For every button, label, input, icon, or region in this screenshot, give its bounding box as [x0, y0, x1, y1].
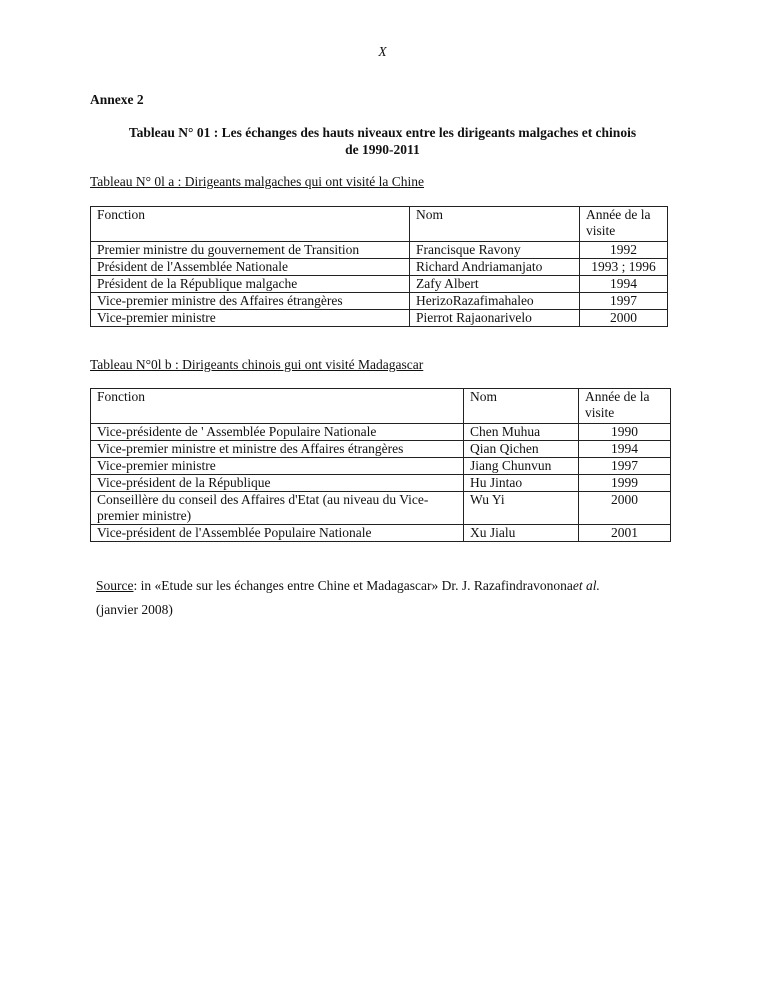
main-title-line-1: Tableau N° 01 : Les échanges des hauts niveaux entre les dirigeants malgaches et chinois — [128, 125, 637, 140]
cell-annee: 1997 — [580, 293, 668, 310]
cell-nom: Xu Jialu — [464, 525, 579, 542]
column-header-annee: Année de la visite — [580, 207, 668, 242]
cell-nom: Qian Qichen — [464, 441, 579, 458]
page-number: X — [378, 44, 387, 59]
table-header-row — [91, 389, 671, 424]
cell-annee: 1999 — [579, 475, 671, 492]
cell-fonction: Conseillère du conseil des Affaires d'Etat (au niveau du Vice-premier ministre) — [91, 492, 464, 525]
cell-nom: Chen Muhua — [464, 424, 579, 441]
cell-annee: 2001 — [579, 525, 671, 542]
table-header-row — [91, 207, 668, 242]
table-row — [91, 441, 671, 458]
cell-nom: Wu Yi — [464, 492, 579, 525]
column-header-fonction: Fonction — [91, 207, 410, 242]
cell-fonction: Président de la République malgache — [91, 276, 410, 293]
cell-fonction: Président de l'Assemblée Nationale — [91, 259, 410, 276]
cell-fonction: Vice-premier ministre et ministre des Affaires étrangères — [91, 441, 464, 458]
cell-nom: Francisque Ravony — [410, 242, 580, 259]
cell-annee: 2000 — [580, 310, 668, 327]
table-malagasy-leaders — [90, 206, 668, 327]
cell-nom: HerizoRazafimahaleo — [410, 293, 580, 310]
cell-nom: Richard Andriamanjato — [410, 259, 580, 276]
cell-nom: Zafy Albert — [410, 276, 580, 293]
table-row — [91, 259, 668, 276]
source-label: Source — [96, 578, 134, 593]
cell-annee: 1990 — [579, 424, 671, 441]
main-title — [90, 124, 675, 158]
table-row — [91, 276, 668, 293]
column-header-nom: Nom — [464, 389, 579, 424]
cell-nom: Jiang Chunvun — [464, 458, 579, 475]
cell-fonction: Vice-premier ministre — [91, 458, 464, 475]
cell-annee: 1994 — [579, 441, 671, 458]
table-row — [91, 293, 668, 310]
table-chinese-leaders — [90, 388, 671, 542]
table-row — [91, 525, 671, 542]
table-row — [91, 475, 671, 492]
source-note — [96, 574, 676, 622]
cell-fonction: Vice-premier ministre des Affaires étrangères — [91, 293, 410, 310]
cell-fonction: Vice-président de l'Assemblée Populaire Nationale — [91, 525, 464, 542]
source-text: : in «Etude sur les échanges entre Chine et Madagascar» Dr. J. Razafindravonona — [133, 578, 573, 593]
cell-annee: 1993 ; 1996 — [580, 259, 668, 276]
column-header-annee: Année de la visite — [579, 389, 671, 424]
table-row — [91, 424, 671, 441]
cell-annee: 1997 — [579, 458, 671, 475]
table-a-caption: Tableau N° 0l a : Dirigeants malgaches qui ont visité la Chine — [90, 174, 424, 189]
column-header-nom: Nom — [410, 207, 580, 242]
cell-annee: 1994 — [580, 276, 668, 293]
cell-annee: 2000 — [579, 492, 671, 525]
cell-fonction: Vice-premier ministre — [91, 310, 410, 327]
cell-nom: Hu Jintao — [464, 475, 579, 492]
source-etal: et al. — [572, 578, 600, 593]
cell-fonction: Vice-président de la République — [91, 475, 464, 492]
table-row — [91, 310, 668, 327]
main-title-line-2: de 1990-2011 — [345, 142, 420, 157]
table-b-caption: Tableau N°0l b : Dirigeants chinois gui ont visité Madagascar — [90, 357, 424, 372]
column-header-fonction: Fonction — [91, 389, 464, 424]
source-date: (janvier 2008) — [96, 602, 173, 617]
table-row — [91, 242, 668, 259]
table-row — [91, 458, 671, 475]
cell-nom: Pierrot Rajaonarivelo — [410, 310, 580, 327]
annex-title: Annexe 2 — [90, 92, 144, 107]
cell-annee: 1992 — [580, 242, 668, 259]
cell-fonction: Vice-présidente de ' Assemblée Populaire Nationale — [91, 424, 464, 441]
table-row — [91, 492, 671, 525]
source-line — [96, 574, 676, 598]
cell-fonction: Premier ministre du gouvernement de Transition — [91, 242, 410, 259]
